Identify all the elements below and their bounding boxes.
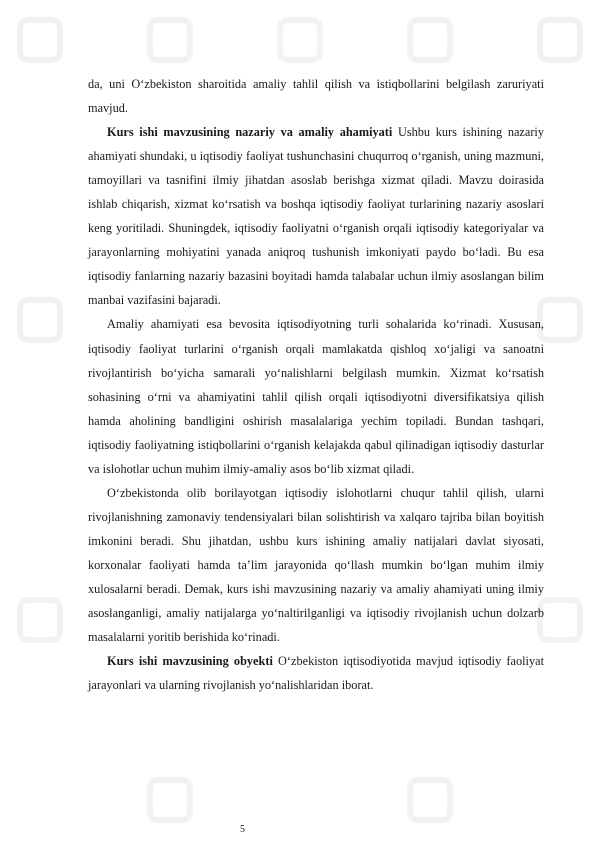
paragraph-object [88, 649, 544, 697]
paragraph-text: da, uni O‘zbekiston sharoitida amaliy tahlil qilish va istiqbollarini belgilash zaruriyati mavjud. [88, 77, 544, 116]
paragraph-lead: Kurs ishi mavzusining obyekti [107, 654, 273, 669]
paragraph-practical-significance [88, 312, 544, 480]
paragraph-lead: Kurs ishi mavzusining nazariy va amaliy ahamiyati [107, 125, 393, 140]
paragraph-text: Amaliy ahamiyati esa bevosita iqtisodiyotning turli sohalarida ko‘rinadi. Xususan, iqtisodiy faoliyat turlarini o‘rganish orqali mamlakatda qishloq xo‘jaligi va sanoatni rivojlantirish bo‘yicha samarali yo‘nalishlarni belgilash mumkin. Xizmat ko‘rsatish sohasining o‘rni va ahamiyatini tahlil qilish orqali iqtisodiyotni diversifikatsiya qilish hamda aholining bandligini oshirish masalalariga yechim topiladi. Bundan tashqari, iqtisodiy faoliyatning istiqbollarini o‘rganish kelajakda qabul qilinadigan iqtisodiy dasturlar va islohotlar uchun muhim ilmiy-amaliy asos bo‘lib xizmat qiladi. [88, 317, 544, 476]
paragraph-reforms [88, 481, 544, 649]
paragraph-text: Ushbu kurs ishining nazariy ahamiyati shundaki, u iqtisodiy faoliyat tushunchasini chuqurroq o‘rganish, uning mazmuni, tamoyillari va tasnifini ilmiy jihatdan asoslab berishga xizmat qiladi. Mavzu doirasida ishlab chiqarish, xizmat ko‘rsatish va boshqa iqtisodiy faoliyat turlarining nazariy asoslari keng yoritiladi. Shuningdek, iqtisodiy faoliyatni o‘rganish orqali iqtisodiy kategoriyalar va jarayonlarning mohiyatini yanada aniqroq tushunish imkoniyati paydo bo‘ladi. Bu esa iqtisodiy fanlarning nazariy bazasini boyitadi hamda talabalar uchun ilmiy asoslangan bilim manbai vazifasini bajaradi. [88, 125, 544, 308]
paragraph-text: O‘zbekiston iqtisodiyotida mavjud iqtisodiy faoliyat jarayonlari va ularning rivojlanish yo‘nalishlaridan iborat. [88, 654, 544, 693]
page-number: 5 [240, 824, 245, 835]
document-page [88, 72, 544, 697]
paragraph-significance [88, 120, 544, 312]
paragraph-intro-continuation [88, 72, 544, 120]
paragraph-text: O‘zbekistonda olib borilayotgan iqtisodiy islohotlarni chuqur tahlil qilish, ularni rivojlanishning zamonaviy tendensiyalari bilan solishtirish va xalqaro tajriba bilan boyitish imkonini beradi. Shu jihatdan, ushbu kurs ishining amaliy natijalari davlat siyosati, korxonalar faoliyati hamda ta’lim jarayonida qo‘llash mumkin bo‘lgan muhim ilmiy xulosalarni beradi. Demak, kurs ishi mavzusining nazariy va amaliy ahamiyati uning ilmiy asoslanganligi, amaliy natijalarga yo‘naltirilganligi va iqtisodiy rivojlanish uchun dolzarb masalalarni yoritib berishida ko‘rinadi. [88, 485, 544, 645]
